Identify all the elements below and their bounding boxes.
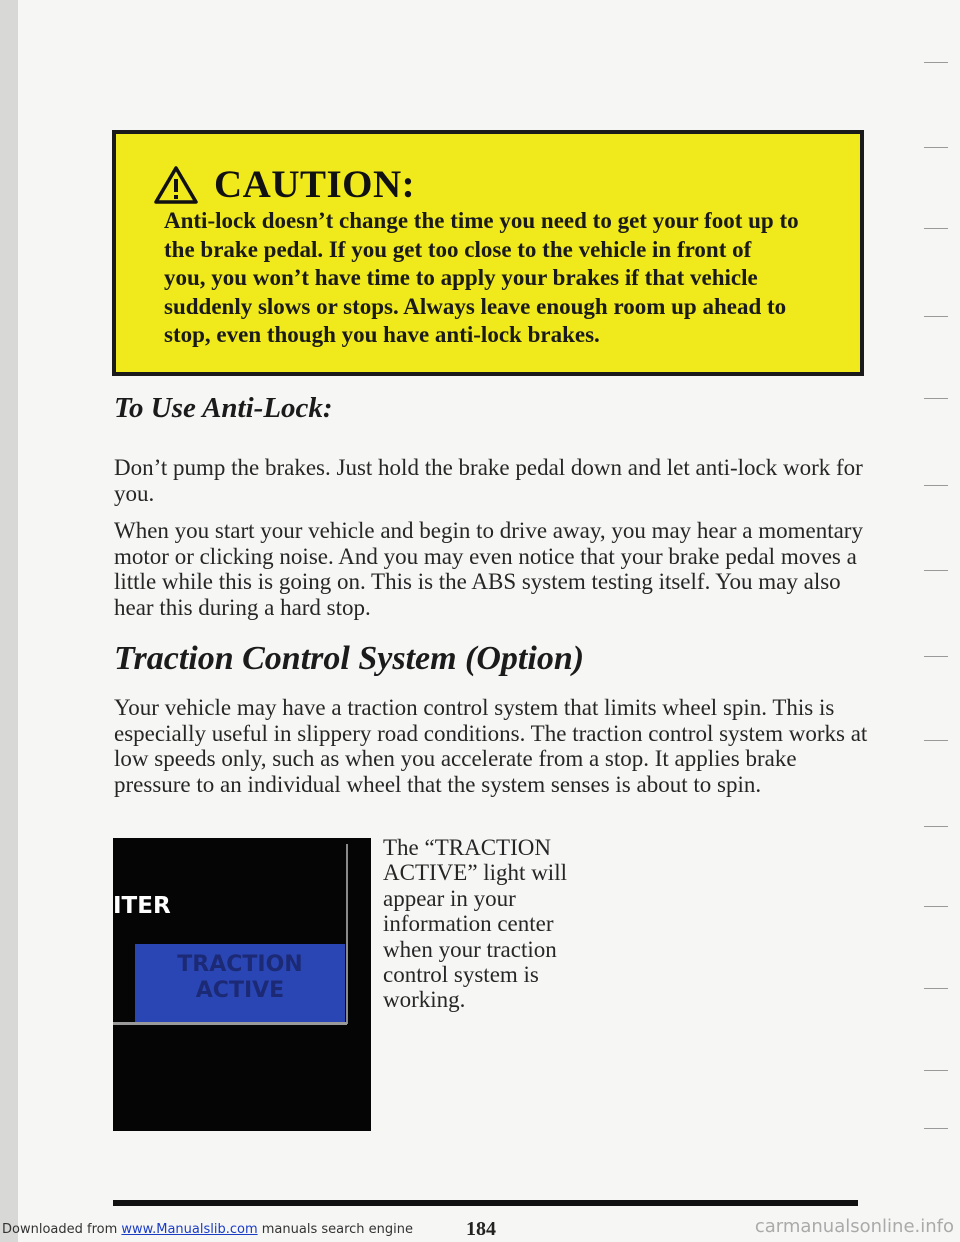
margin-tick bbox=[924, 826, 948, 827]
anti-lock-paragraph-1: Don’t pump the brakes. Just hold the brake pedal down and let anti-lock work for you. bbox=[114, 455, 863, 506]
caution-line: you, you won’t have time to apply your brakes if that vehicle bbox=[164, 265, 758, 290]
page-number: 184 bbox=[466, 1218, 496, 1240]
margin-tick bbox=[924, 906, 948, 907]
margin-tick bbox=[924, 570, 948, 571]
warning-triangle-icon bbox=[154, 165, 198, 205]
margin-tick bbox=[924, 1070, 948, 1071]
traction-active-caption: The “TRACTION ACTIVE” light will appear in your information center when your traction control system is working. bbox=[383, 835, 567, 1013]
display-divider bbox=[113, 1022, 347, 1025]
caution-text bbox=[164, 207, 844, 350]
indicator-line-1: TRACTION bbox=[177, 952, 303, 977]
margin-tick bbox=[924, 988, 948, 989]
margin-tick bbox=[924, 228, 948, 229]
traction-control-paragraph: Your vehicle may have a traction control system that limits wheel spin. This is especially useful in slippery road conditions. The traction control system works at low speeds only, such as when you accelerate from a stop. It applies brake pressure to an individual wheel that the system senses is about to spin. bbox=[114, 695, 868, 797]
download-prefix: Downloaded from bbox=[2, 1222, 122, 1237]
footer-rule bbox=[113, 1200, 858, 1206]
caution-header bbox=[154, 162, 415, 207]
margin-tick bbox=[924, 1128, 948, 1129]
traction-active-label bbox=[135, 952, 345, 1004]
indicator-line-2: ACTIVE bbox=[195, 978, 285, 1003]
caution-line: the brake pedal. If you get too close to the vehicle in front of bbox=[164, 236, 752, 262]
caution-line: stop, even though you have anti-lock brakes. bbox=[164, 322, 600, 347]
anti-lock-paragraph-2: When you start your vehicle and begin to drive away, you may hear a momentary motor or clicking noise. And you may even notice that your brake pedal moves a little while this is going on. This is the ABS system testing itself. You may also hear this during a hard stop. bbox=[114, 518, 863, 620]
margin-tick bbox=[924, 740, 948, 741]
manualslib-link[interactable]: www.Manualslib.com bbox=[121, 1222, 258, 1237]
caution-title: CAUTION: bbox=[214, 163, 416, 206]
traction-active-indicator bbox=[135, 944, 345, 1024]
traction-control-heading: Traction Control System (Option) bbox=[114, 640, 585, 677]
margin-tick bbox=[924, 398, 948, 399]
information-center-display bbox=[113, 838, 371, 1131]
margin-tick bbox=[924, 147, 948, 148]
download-notice bbox=[2, 1222, 413, 1237]
anti-lock-heading: To Use Anti-Lock: bbox=[114, 392, 333, 424]
margin-tick bbox=[924, 316, 948, 317]
page-edge-strip bbox=[0, 0, 18, 1242]
margin-tick bbox=[924, 656, 948, 657]
margin-tick bbox=[924, 485, 948, 486]
display-header-text: ITER bbox=[113, 893, 171, 919]
caution-line: suddenly slows or stops. Always leave enough room up ahead to bbox=[164, 293, 787, 319]
margin-tick bbox=[924, 62, 948, 63]
caution-box bbox=[112, 130, 864, 376]
download-suffix: manuals search engine bbox=[257, 1222, 414, 1237]
display-divider bbox=[346, 844, 348, 1024]
caution-line: Anti-lock doesn’t change the time you need to get your foot up to bbox=[164, 208, 799, 233]
watermark: carmanualsonline.info bbox=[754, 1216, 954, 1237]
